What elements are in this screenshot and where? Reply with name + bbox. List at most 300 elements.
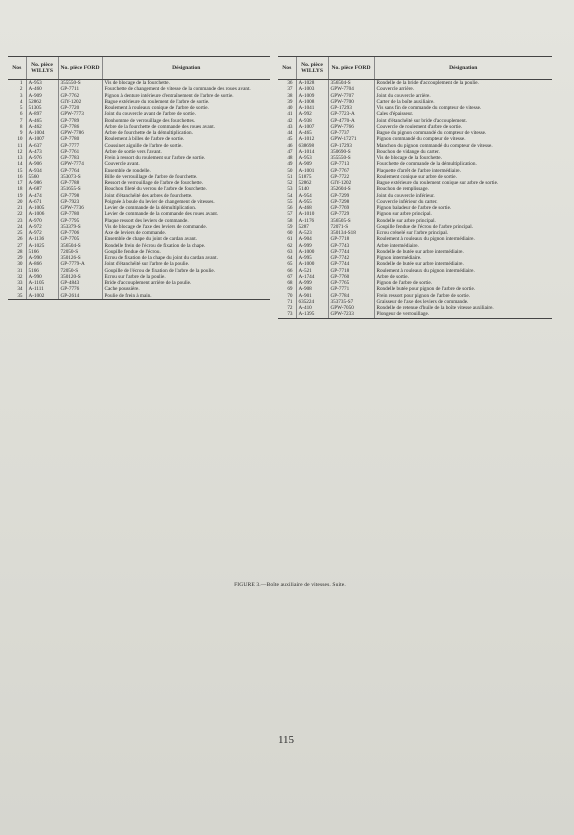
willys-part-cell: A-953 bbox=[296, 155, 328, 161]
part-number-cell: 26 bbox=[17, 236, 23, 243]
part-number-cell: 50 bbox=[287, 167, 293, 174]
designation-cell: Bague du pignon commandé du compteur de vitesse. bbox=[374, 130, 552, 136]
designation-cell: Pignon à denture intérieure d'entraînement de l'arbre de sortie. bbox=[102, 93, 270, 99]
ford-part-cell: GP-7718 bbox=[328, 236, 374, 242]
table-row bbox=[8, 293, 270, 300]
willys-part-cell: 635224 bbox=[296, 299, 328, 305]
ford-part-cell: GP-7769 bbox=[328, 205, 374, 211]
designation-cell: Rondelle de retenue d'huile de la boîte vitesse auxiliaire. bbox=[374, 305, 552, 311]
willys-part-cell: A-1003 bbox=[296, 86, 328, 92]
part-number-cell: 5 bbox=[19, 105, 23, 111]
designation-cell: Rondelle de butée sur arbre intermédiaire. bbox=[374, 249, 552, 255]
part-number-cell: 33 bbox=[17, 280, 23, 286]
part-number-cell: 49 bbox=[287, 161, 293, 168]
willys-part-cell: 52862 bbox=[296, 180, 328, 186]
designation-cell: Joint d'étanchéité des arbres de fourchette. bbox=[102, 193, 270, 199]
willys-part-cell: A-637 bbox=[26, 143, 58, 149]
willys-part-cell: A-465 bbox=[26, 118, 58, 124]
willys-part-cell: A-1007 bbox=[296, 124, 328, 130]
willys-part-cell: A-1006 bbox=[26, 211, 58, 217]
ford-part-cell: GP-7737 bbox=[328, 130, 374, 136]
part-number-cell: 27 bbox=[17, 242, 23, 249]
ford-part-cell: GP-7776 bbox=[58, 286, 102, 292]
willys-part-cell: A-1010 bbox=[296, 211, 328, 217]
header-designation: Désignation bbox=[374, 57, 552, 80]
designation-cell: Roulement à billes de l'arbre de sortie. bbox=[102, 136, 270, 142]
designation-cell: Goupille fendue de l'écrou de l'arbre principal. bbox=[374, 224, 552, 230]
ford-part-cell: GPW-7773 bbox=[58, 111, 102, 117]
ford-part-cell: GP-7705 bbox=[58, 236, 102, 242]
part-number-cell: 4 bbox=[19, 98, 23, 105]
ford-part-cell: 353735-S7 bbox=[328, 299, 374, 305]
ford-part-cell: 351655-S bbox=[58, 186, 102, 192]
designation-cell: Coussinet aiguille de l'arbre de sortie. bbox=[102, 143, 270, 149]
willys-part-cell: 5166 bbox=[26, 268, 58, 274]
part-number-cell: 38 bbox=[287, 92, 293, 99]
part-number-cell: 73 bbox=[278, 311, 296, 318]
part-number-cell: 32 bbox=[17, 273, 23, 280]
ford-part-cell: GP-7742 bbox=[328, 255, 374, 261]
willys-part-cell: A-474 bbox=[26, 193, 58, 199]
willys-part-cell: 5166 bbox=[26, 249, 58, 255]
part-number-cell: 63 bbox=[287, 248, 293, 255]
designation-cell: Arbre de la fourchette de commande des roues avant. bbox=[102, 124, 270, 130]
willys-part-cell: A-462 bbox=[26, 124, 58, 130]
part-number-cell: 54 bbox=[287, 192, 293, 199]
designation-cell: Fourchette de commande de la démultiplication. bbox=[374, 161, 552, 167]
ford-part-cell: 352604-S bbox=[328, 186, 374, 192]
willys-part-cell: A-465 bbox=[296, 130, 328, 136]
part-number-cell: 36 bbox=[287, 80, 293, 86]
willys-part-cell: 52862 bbox=[26, 99, 58, 105]
designation-cell: Roulement à rouleaux du pignon intermédiaire. bbox=[374, 236, 552, 242]
willys-part-cell: A-1395 bbox=[296, 311, 328, 318]
designation-cell: Goupille de l'écrou de fixation de l'arbre de la poulie. bbox=[102, 268, 270, 274]
designation-cell: Joint du couvercle inférieur. bbox=[374, 193, 552, 199]
part-number-cell: 2 bbox=[19, 86, 23, 93]
ford-part-cell: GP-7795 bbox=[58, 218, 102, 224]
ford-part-cell: GPW-7774 bbox=[58, 161, 102, 167]
willys-part-cell: A-1744 bbox=[296, 274, 328, 280]
designation-cell: Pignon de l'arbre de sortie. bbox=[374, 280, 552, 286]
figure-caption: FIGURE 3.—Boîte auxiliaire de vitesses. Suite. bbox=[234, 582, 346, 588]
ford-part-cell: GIY-1202 bbox=[58, 99, 102, 105]
designation-cell: Joint d'étanchéité sur bride d'accouplement. bbox=[374, 118, 552, 124]
willys-part-cell: 51875 bbox=[296, 174, 328, 180]
header-willys: No. pièce WILLYS bbox=[296, 57, 328, 80]
part-number-cell: 57 bbox=[287, 211, 293, 218]
willys-part-cell: A-908 bbox=[296, 286, 328, 292]
header-ford: No. pièce FORD bbox=[328, 57, 374, 80]
ford-part-cell: GP-7780 bbox=[58, 136, 102, 142]
part-number-cell: 22 bbox=[17, 211, 23, 218]
designation-cell: Écrou crénelé sur l'arbre principal. bbox=[374, 230, 552, 236]
willys-part-cell: A-955 bbox=[296, 199, 328, 205]
designation-cell: Couvercle avant. bbox=[102, 161, 270, 167]
ford-part-cell: 350690-S bbox=[328, 149, 374, 155]
designation-cell: Joint d'étanchéité sur l'arbre de la poulie. bbox=[102, 261, 270, 267]
willys-part-cell: A-1041 bbox=[296, 105, 328, 111]
part-number-cell: 67 bbox=[287, 273, 293, 280]
designation-cell: Levier de commande de la commande des roues avant. bbox=[102, 211, 270, 217]
designation-cell: Manchon du pignon commandé du compteur de vitesse. bbox=[374, 143, 552, 149]
designation-cell: Couvercle inférieur du carter. bbox=[374, 199, 552, 205]
ford-part-cell: 356505-S bbox=[328, 218, 374, 224]
willys-part-cell: A-1014 bbox=[296, 149, 328, 155]
designation-cell: Bouchon de vidange du carter. bbox=[374, 149, 552, 155]
part-number-cell: 40 bbox=[287, 105, 293, 111]
willys-part-cell: A-1009 bbox=[296, 93, 328, 99]
ford-part-cell: GPW-7704 bbox=[328, 86, 374, 92]
designation-cell: Rondelle butée pour pignon de l'arbre de sortie. bbox=[374, 286, 552, 292]
part-number-cell: 65 bbox=[287, 261, 293, 268]
parts-table-right-body bbox=[278, 80, 552, 319]
designation-cell: Graisseur de l'axe des leviers de commande. bbox=[374, 299, 552, 305]
willys-part-cell: A-1002 bbox=[26, 293, 58, 300]
ford-part-cell: GP-7784 bbox=[328, 293, 374, 299]
willys-part-cell: A-999 bbox=[296, 243, 328, 249]
willys-part-cell: A-953 bbox=[26, 80, 58, 87]
part-number-cell: 16 bbox=[17, 173, 23, 180]
ford-part-cell: GP-7744 bbox=[328, 261, 374, 267]
ford-part-cell: GPW-7736 bbox=[58, 205, 102, 211]
willys-part-cell: A-1005 bbox=[26, 205, 58, 211]
part-number-cell: 39 bbox=[287, 98, 293, 105]
part-number-cell: 42 bbox=[287, 117, 293, 124]
designation-cell: Plongeur de verrouillage. bbox=[374, 311, 552, 318]
part-number-cell: 31 bbox=[17, 267, 23, 274]
ford-part-cell: GP-7765 bbox=[328, 280, 374, 286]
designation-cell: Poulie de frein à main. bbox=[102, 293, 270, 300]
table-row bbox=[8, 80, 270, 87]
ford-part-cell: 356504-S bbox=[328, 80, 374, 87]
willys-part-cell: A-1176 bbox=[296, 218, 328, 224]
willys-part-cell: A-468 bbox=[296, 205, 328, 211]
ford-part-cell: GPW-7050 bbox=[328, 305, 374, 311]
ford-part-cell: GP-7729 bbox=[328, 211, 374, 217]
ford-part-cell: GP-7760 bbox=[328, 274, 374, 280]
ford-part-cell: GPW-7707 bbox=[328, 93, 374, 99]
ford-part-cell: 355550-S bbox=[328, 155, 374, 161]
willys-part-cell: 5560 bbox=[26, 174, 58, 180]
designation-cell: Roulement à rouleaux du pignon intermédiaire. bbox=[374, 268, 552, 274]
designation-cell: Vis sans fin de commande du compteur de vitesse. bbox=[374, 105, 552, 111]
part-number-cell: 56 bbox=[287, 205, 293, 211]
ford-part-cell: GPW-7766 bbox=[328, 124, 374, 130]
part-number-cell: 11 bbox=[17, 142, 23, 149]
part-number-cell: 66 bbox=[287, 267, 293, 274]
ford-part-cell: GP-7762 bbox=[58, 93, 102, 99]
willys-part-cell: A-909 bbox=[296, 161, 328, 167]
willys-part-cell: A-1025 bbox=[26, 243, 58, 249]
willys-part-cell: A-934 bbox=[26, 168, 58, 174]
designation-cell: Frein ressort pour pignon de l'arbre de sortie. bbox=[374, 293, 552, 299]
parts-table-left bbox=[8, 56, 270, 300]
willys-part-cell: A-970 bbox=[26, 218, 58, 224]
designation-cell: Bride d'accouplement arrière de la poulie. bbox=[102, 280, 270, 286]
ford-part-cell: 356504-S bbox=[58, 243, 102, 249]
header-designation: Désignation bbox=[102, 57, 270, 80]
designation-cell: Frein à ressort du roulement sur l'arbre de sortie. bbox=[102, 155, 270, 161]
designation-cell: Arbre intermédiaire. bbox=[374, 243, 552, 249]
part-number-cell: 62 bbox=[287, 242, 293, 249]
part-number-cell: 69 bbox=[287, 286, 293, 293]
designation-cell: Cales d'épaisseur. bbox=[374, 111, 552, 117]
part-number-cell: 24 bbox=[17, 223, 23, 230]
ford-part-cell: GP-7923 bbox=[58, 199, 102, 205]
part-number-cell: 37 bbox=[287, 86, 293, 93]
page-number: 115 bbox=[277, 734, 295, 746]
ford-part-cell: GP-7798 bbox=[58, 193, 102, 199]
ford-part-cell: GP-7722 bbox=[328, 174, 374, 180]
willys-part-cell: A-972 bbox=[26, 224, 58, 230]
willys-part-cell: A-1000 bbox=[296, 261, 328, 267]
designation-cell: Ensemble de chape du joint de cardan avant. bbox=[102, 236, 270, 242]
willys-part-cell: A-897 bbox=[26, 111, 58, 117]
ford-part-cell: GPW-7786 bbox=[58, 130, 102, 136]
willys-part-cell: A-904 bbox=[296, 236, 328, 242]
ford-part-cell: GP-17293 bbox=[328, 105, 374, 111]
willys-part-cell: A-1105 bbox=[26, 280, 58, 286]
table-row bbox=[278, 80, 552, 87]
designation-cell: Vis de blocage de l'axe des leviers de commande. bbox=[102, 224, 270, 230]
willys-part-cell: A-999 bbox=[296, 280, 328, 286]
ford-part-cell: GP-7786 bbox=[58, 124, 102, 130]
designation-cell: Ensemble de rondelle. bbox=[102, 168, 270, 174]
willys-part-cell: A-1007 bbox=[26, 136, 58, 142]
ford-part-cell: 350126-S bbox=[58, 255, 102, 261]
part-number-cell: 8 bbox=[19, 123, 23, 130]
designation-cell: Roulement à rouleaux conique de l'arbre de sortie. bbox=[102, 105, 270, 111]
willys-part-cell: A-1136 bbox=[26, 236, 58, 242]
part-number-cell: 52 bbox=[287, 180, 293, 186]
designation-cell: Bague extérieure du roulement de l'arbre de sortie. bbox=[102, 99, 270, 105]
ford-part-cell: 72071-S bbox=[328, 224, 374, 230]
part-number-cell: 12 bbox=[17, 148, 23, 155]
header-ford: No. pièce FORD bbox=[58, 57, 102, 80]
part-number-cell: 59 bbox=[287, 223, 293, 230]
designation-cell: Cache poussière. bbox=[102, 286, 270, 292]
ford-part-cell: GP-7299 bbox=[328, 193, 374, 199]
part-number-cell: 9 bbox=[19, 130, 23, 136]
designation-cell: Axe de leviers de commande. bbox=[102, 230, 270, 236]
ford-part-cell: GIY-1202 bbox=[328, 180, 374, 186]
ford-part-cell: GP-4770-A bbox=[328, 118, 374, 124]
designation-cell: Plaquette d'arrêt de l'arbre intermédiaire. bbox=[374, 168, 552, 174]
designation-cell: Arbre de sortie. bbox=[374, 274, 552, 280]
willys-part-cell: A-1111 bbox=[26, 286, 58, 292]
part-number-cell: 72 bbox=[287, 305, 293, 311]
designation-cell: Arbre de sortie vers l'avant. bbox=[102, 149, 270, 155]
ford-part-cell: 72050-S bbox=[58, 249, 102, 255]
parts-table-right bbox=[278, 56, 552, 319]
ford-part-cell: GP-7720 bbox=[58, 105, 102, 111]
ford-part-cell: 350120-S bbox=[58, 274, 102, 280]
part-number-cell: 10 bbox=[17, 136, 23, 143]
part-number-cell: 20 bbox=[17, 198, 23, 205]
willys-part-cell: A-995 bbox=[296, 255, 328, 261]
part-number-cell: 30 bbox=[17, 261, 23, 268]
designation-cell: Rondelle de butée sur arbre intermédiaire. bbox=[374, 261, 552, 267]
willys-part-cell: A-1001 bbox=[296, 168, 328, 174]
willys-part-cell: A-906 bbox=[26, 161, 58, 167]
designation-cell: Couvercle arrière. bbox=[374, 86, 552, 92]
willys-part-cell: A-990 bbox=[26, 255, 58, 261]
ford-part-cell: 355550-S bbox=[58, 80, 102, 87]
part-number-cell: 3 bbox=[19, 92, 23, 99]
willys-part-cell: A-972 bbox=[26, 230, 58, 236]
willys-part-cell: A-523 bbox=[296, 230, 328, 236]
part-number-cell: 21 bbox=[17, 205, 23, 211]
part-number-cell: 53 bbox=[287, 186, 293, 193]
designation-cell: Levier de commande de la démultiplication. bbox=[102, 205, 270, 211]
willys-part-cell: A-671 bbox=[26, 199, 58, 205]
willys-part-cell: A-410 bbox=[296, 305, 328, 311]
part-number-cell: 17 bbox=[17, 180, 23, 186]
willys-part-cell: A-1000 bbox=[296, 249, 328, 255]
willys-part-cell: A-909 bbox=[26, 93, 58, 99]
ford-part-cell: GP-7761 bbox=[58, 149, 102, 155]
designation-cell: Pignon commandé du compteur de vitesse. bbox=[374, 136, 552, 142]
willys-part-cell: 51305 bbox=[26, 105, 58, 111]
part-number-cell: 41 bbox=[287, 111, 293, 118]
header-no: Nos bbox=[278, 57, 296, 80]
part-number-cell: 46 bbox=[287, 142, 293, 149]
part-number-cell: 43 bbox=[287, 123, 293, 130]
part-number-cell: 58 bbox=[287, 217, 293, 224]
part-number-cell: 7 bbox=[19, 117, 23, 124]
willys-part-cell: A-986 bbox=[26, 180, 58, 186]
ford-part-cell: GPW-7233 bbox=[328, 311, 374, 318]
part-number-cell: 71 bbox=[287, 298, 293, 305]
table-header-row bbox=[278, 57, 552, 80]
ford-part-cell: GP-7711 bbox=[58, 86, 102, 92]
ford-part-cell: GP-7783 bbox=[58, 155, 102, 161]
ford-part-cell: GPW-17271 bbox=[328, 136, 374, 142]
ford-part-cell: GP-7713 bbox=[328, 161, 374, 167]
part-number-cell: 34 bbox=[17, 286, 23, 293]
part-number-cell: 47 bbox=[287, 148, 293, 155]
willys-part-cell: A-473 bbox=[26, 149, 58, 155]
designation-cell: Rondelle de la bride d'accouplement de la poulie. bbox=[374, 80, 552, 87]
part-number-cell: 60 bbox=[287, 230, 293, 236]
willys-part-cell: A-1028 bbox=[296, 80, 328, 87]
ford-part-cell: GP-7298 bbox=[328, 199, 374, 205]
ford-part-cell: GP-7744 bbox=[328, 249, 374, 255]
designation-cell: Rondelle sur arbre principal. bbox=[374, 218, 552, 224]
header-willys: No. pièce WILLYS bbox=[26, 57, 58, 80]
ford-part-cell: GP-7777 bbox=[58, 143, 102, 149]
part-number-cell: 1 bbox=[19, 80, 23, 86]
ford-part-cell: GP-4843 bbox=[58, 280, 102, 286]
designation-cell: Ressort de verrouillage de l'arbre de fourchette. bbox=[102, 180, 270, 186]
ford-part-cell: GPW-7700 bbox=[328, 99, 374, 105]
willys-part-cell: A-938 bbox=[296, 118, 328, 124]
designation-cell: Pignon baladeur de l'arbre de sortie. bbox=[374, 205, 552, 211]
willys-part-cell: A-990 bbox=[26, 274, 58, 280]
willys-part-cell: A-460 bbox=[26, 86, 58, 92]
designation-cell: Joint du couvercle arrière. bbox=[374, 93, 552, 99]
part-number-cell: 14 bbox=[17, 161, 23, 168]
willys-part-cell: 5287 bbox=[296, 224, 328, 230]
designation-cell: Bague extérieure du roulement conique sur arbre de sortie. bbox=[374, 180, 552, 186]
designation-cell: Arbre de fourchette de la démultiplication. bbox=[102, 130, 270, 136]
ford-part-cell: GP-7764 bbox=[58, 168, 102, 174]
part-number-cell: 70 bbox=[287, 292, 293, 299]
designation-cell: Goupille fendue de l'écrou. bbox=[102, 249, 270, 255]
designation-cell: Écrou de fixation de la chape du joint du cardan avant. bbox=[102, 255, 270, 261]
designation-cell: Vis de blocage de la fourchette. bbox=[102, 80, 270, 87]
part-number-cell: 45 bbox=[287, 136, 293, 143]
ford-part-cell: 353073-S bbox=[58, 174, 102, 180]
willys-part-cell: A-866 bbox=[26, 261, 58, 267]
part-number-cell: 19 bbox=[17, 192, 23, 199]
ford-part-cell: GP-7780 bbox=[58, 211, 102, 217]
willys-part-cell: A-901 bbox=[296, 293, 328, 299]
part-number-cell: 61 bbox=[287, 236, 293, 243]
willys-part-cell: A-954 bbox=[296, 193, 328, 199]
ford-part-cell: GP-7789 bbox=[58, 118, 102, 124]
ford-part-cell: 72050-S bbox=[58, 268, 102, 274]
designation-cell: Bonhomme de verrouillage des fourchettes. bbox=[102, 118, 270, 124]
part-number-cell: 13 bbox=[17, 155, 23, 161]
ford-part-cell: GP-7718 bbox=[328, 268, 374, 274]
part-number-cell: 28 bbox=[17, 248, 23, 255]
designation-cell: Bille de verrouillage de l'arbre de fourchette. bbox=[102, 174, 270, 180]
part-number-cell: 15 bbox=[17, 167, 23, 174]
ford-part-cell: 350134-S18 bbox=[328, 230, 374, 236]
willys-part-cell: A-521 bbox=[296, 268, 328, 274]
ford-part-cell: 353379-S bbox=[58, 224, 102, 230]
willys-part-cell: A-976 bbox=[26, 155, 58, 161]
ford-part-cell: GP-7771 bbox=[328, 286, 374, 292]
designation-cell: Fourchette de changement de vitesse de la commande des roues avant. bbox=[102, 86, 270, 92]
part-number-cell: 48 bbox=[287, 155, 293, 161]
part-number-cell: 68 bbox=[287, 280, 293, 286]
willys-part-cell: A-687 bbox=[26, 186, 58, 192]
part-number-cell: 64 bbox=[287, 255, 293, 261]
ford-part-cell: GP-7743 bbox=[328, 243, 374, 249]
willys-part-cell: 638698 bbox=[296, 143, 328, 149]
designation-cell: Bouchon fileté du verrou de l'arbre de fourchette. bbox=[102, 186, 270, 192]
willys-part-cell: A-1012 bbox=[296, 136, 328, 142]
designation-cell: Carter de la boîte auxiliaire. bbox=[374, 99, 552, 105]
willys-part-cell: A-1008 bbox=[296, 99, 328, 105]
ford-part-cell: GP-7723-A bbox=[328, 111, 374, 117]
part-number-cell: 6 bbox=[19, 111, 23, 118]
ford-part-cell: GP-17293 bbox=[328, 143, 374, 149]
ford-part-cell: GP-7706 bbox=[58, 230, 102, 236]
designation-cell: Bouchon de remplissage. bbox=[374, 186, 552, 192]
part-number-cell: 55 bbox=[287, 198, 293, 205]
ford-part-cell: GP-7767 bbox=[328, 168, 374, 174]
willys-part-cell: A-992 bbox=[296, 111, 328, 117]
part-number-cell: 23 bbox=[17, 217, 23, 224]
part-number-cell: 35 bbox=[8, 293, 26, 300]
designation-cell: Rondelle frein de l'écrou de fixation de la chape. bbox=[102, 243, 270, 249]
designation-cell: Plaque ressort des leviers de commande. bbox=[102, 218, 270, 224]
parts-table-left-body bbox=[8, 80, 270, 300]
part-number-cell: 25 bbox=[17, 230, 23, 236]
designation-cell: Vis de blocage de la fourchette. bbox=[374, 155, 552, 161]
part-number-cell: 51 bbox=[287, 173, 293, 180]
designation-cell: Roulement conique sur arbre de sortie. bbox=[374, 174, 552, 180]
designation-cell: Pignon sur arbre principal. bbox=[374, 211, 552, 217]
designation-cell: Poignée à boule du levier de changement de vitesses. bbox=[102, 199, 270, 205]
ford-part-cell: GP-2614 bbox=[58, 293, 102, 300]
willys-part-cell: 5140 bbox=[296, 186, 328, 192]
ford-part-cell: GP-7788 bbox=[58, 180, 102, 186]
